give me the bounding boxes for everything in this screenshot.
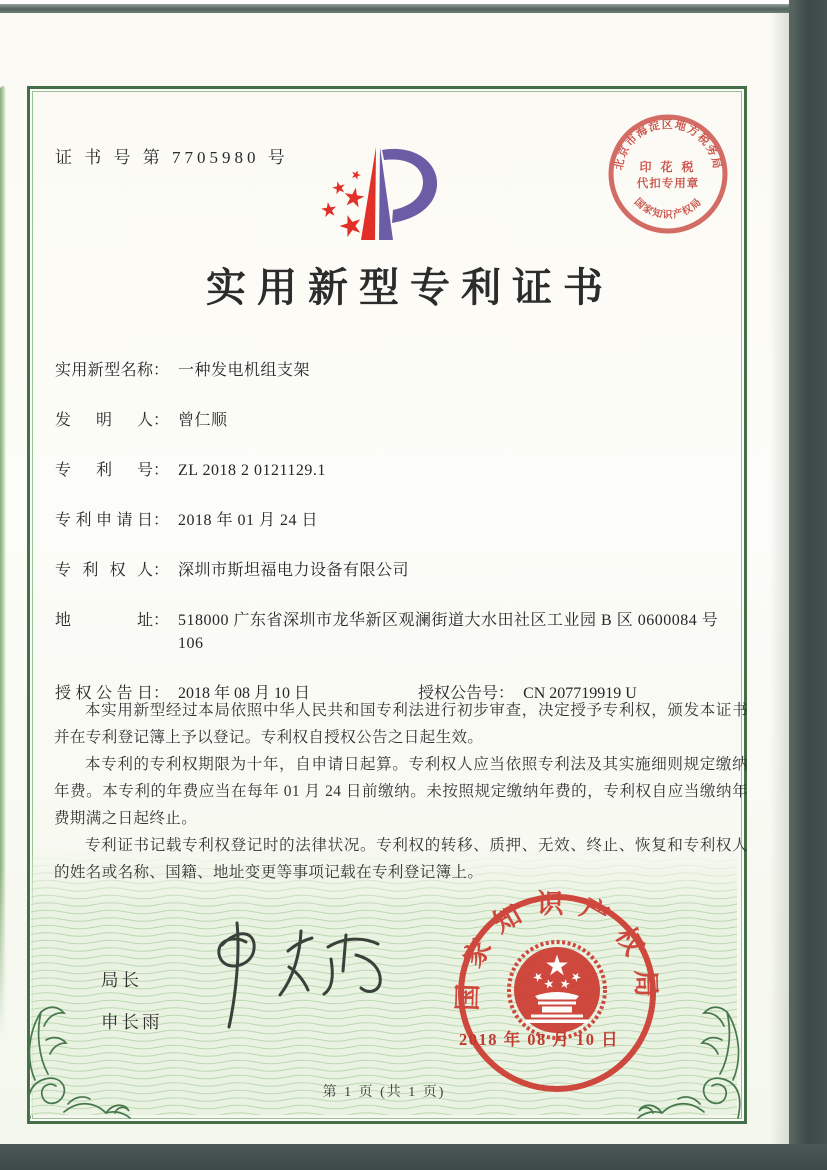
commissioner-block (101, 959, 163, 1043)
seal-ring-text: 国家知识产权局 (452, 889, 662, 1012)
field-row-inventor (55, 409, 747, 432)
scan-edge-right (789, 0, 827, 1170)
stamp-ring-top-text: 北京市海淀区地方税务局 (612, 118, 724, 172)
field-label: 专利号 (55, 462, 153, 479)
field-label: 地址 (55, 612, 153, 629)
binding-edge (0, 86, 6, 1038)
commissioner-title: 局长 (101, 970, 142, 990)
field-value: 曾仁顺 (178, 412, 228, 429)
field-label: 实用新型名称 (55, 362, 153, 379)
legal-text (54, 697, 748, 886)
field-colon: ： (153, 685, 170, 702)
field-value: 深圳市斯坦福电力设备有限公司 (178, 562, 410, 579)
field-colon: ： (153, 612, 170, 629)
field-label: 授权公告日 (55, 685, 153, 702)
field-value: 2018 年 01 月 24 日 (178, 512, 319, 529)
field-label: 专利申请日 (55, 512, 153, 529)
certificate-title: 实用新型专利证书 (206, 265, 614, 310)
field-colon: ： (153, 512, 170, 529)
stamp-center-line2: 代扣专用章 (636, 178, 700, 190)
field-row-name (55, 359, 747, 382)
field-row-address (55, 609, 747, 655)
svg-text:国家知识产权局 (632, 195, 704, 221)
page-footer: 第 1 页 (共 1 页) (322, 1085, 446, 1100)
field-colon: ： (498, 685, 515, 702)
field-label: 发明人 (55, 412, 153, 429)
national-emblem-icon (509, 942, 605, 1038)
scan-edge-top (0, 4, 827, 13)
field-colon: ： (153, 562, 170, 579)
field-value: 2018 年 08 月 10 日 (178, 685, 311, 702)
cnipa-official-seal (452, 888, 662, 1098)
paragraph: 本专利的专利权期限为十年，自申请日起算。专利权人应当依照专利法及其实施细则规定缴纳年费。本专利的年费应当在每年 01 月 24 日前缴纳。未按照规定缴纳年费的，专利权自应当缴纳年费期满之日起终止。 (54, 756, 748, 827)
field-colon: ： (153, 362, 170, 379)
certificate-number: 证 书 号 第 7705980 号 (55, 148, 289, 167)
field-row-patent-no (55, 459, 747, 482)
stamp-ring-bottom-text: 国家知识产权局 (631, 196, 705, 222)
cnipa-logo-icon (320, 138, 500, 250)
scan-edge-bottom (0, 1144, 827, 1170)
field-label: 授权公告号 (418, 685, 499, 702)
stamp-center-line1: 印 花 税 (639, 160, 697, 174)
paragraph: 专利证书记载专利权登记时的法律状况。专利权的转移、质押、无效、终止、恢复和专利权人的姓名或名称、国籍、地址变更等事项记载在专利登记簿上。 (54, 837, 748, 881)
commissioner-signature-graphic (192, 915, 402, 1040)
paragraph: 本实用新型经过本局依照中华人民共和国专利法进行初步审查，决定授予专利权，颁发本证书并在专利登记簿上予以登记。专利权自授权公告之日起生效。 (54, 702, 748, 746)
commissioner-name: 申长雨 (101, 1012, 163, 1032)
tax-stamp-seal (604, 110, 732, 238)
field-value: ZL 2018 2 0121129.1 (178, 462, 326, 479)
field-value: 一种发电机组支架 (178, 362, 311, 379)
seal-date: 2018 年 08 月 10 日 (459, 1030, 620, 1049)
field-value: 518000 广东省深圳市龙华新区观澜街道大水田社区工业园 B 区 0600084 号 106 (178, 612, 719, 652)
field-value: CN 207719919 U (523, 685, 637, 702)
field-colon: ： (153, 412, 170, 429)
field-label: 专利权人 (55, 562, 153, 579)
certificate-paper (0, 12, 790, 1144)
field-list (55, 359, 747, 732)
field-row-filing-date (55, 509, 747, 532)
field-colon: ： (153, 462, 170, 479)
field-row-patentee (55, 559, 747, 582)
